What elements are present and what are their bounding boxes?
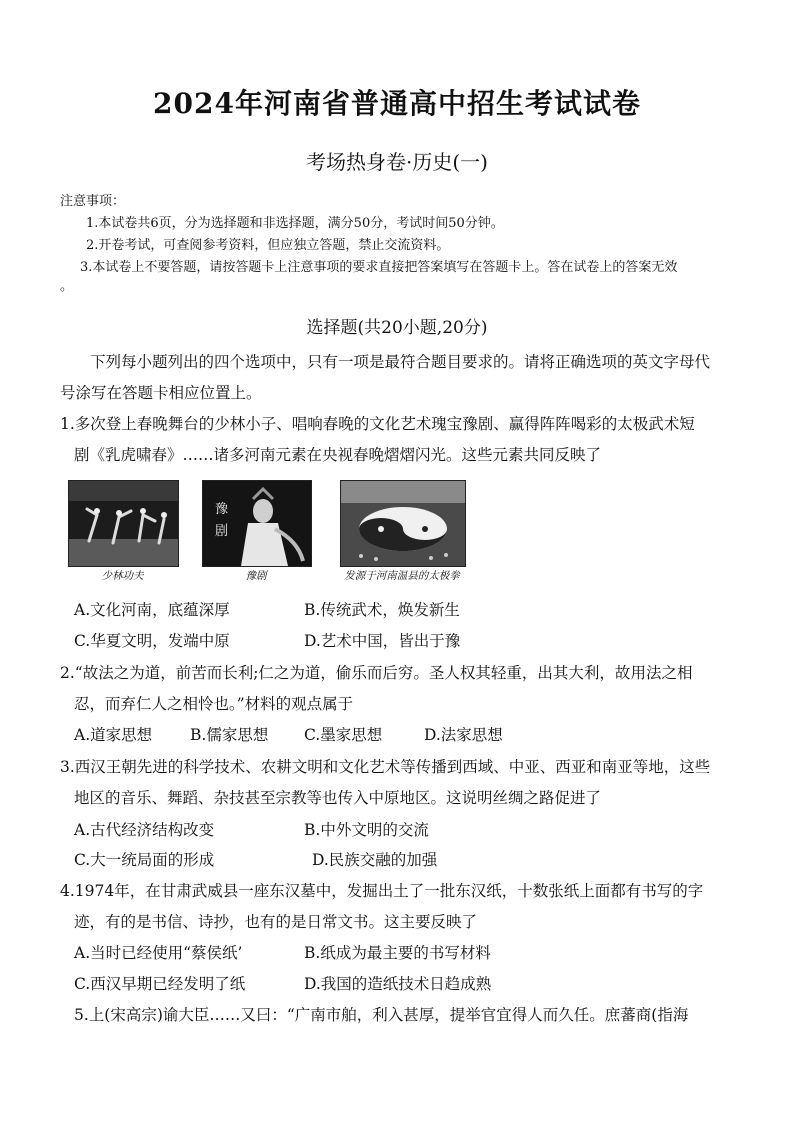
question-2-option-b[interactable]: B.儒家思想 <box>190 726 269 744</box>
question-4-option-d[interactable]: D.我国的造纸技术日趋成熟 <box>304 975 492 993</box>
question-3-option-d[interactable]: D.民族交融的加强 <box>312 851 438 869</box>
question-2-option-a[interactable]: A.道家思想 <box>74 726 153 744</box>
note-item: 。 <box>60 279 74 294</box>
question-1-option-d[interactable]: D.艺术中国，皆出于豫 <box>304 632 461 650</box>
section-instruction: 下列每小题列出的四个选项中，只有一项是最符合题目要求的。请将正确选项的英文字母代 <box>90 353 711 371</box>
note-item: 2.开卷考试，可查阅参考资料，但应独立答题，禁止交流资料。 <box>86 238 450 253</box>
question-1-option-c[interactable]: C.华夏文明，发端中原 <box>74 632 230 650</box>
yu-opera-image <box>202 480 312 567</box>
yu-opera-sign: 豫 剧 <box>215 502 229 539</box>
question-3-option-a[interactable]: A.古代经济结构改变 <box>74 821 215 839</box>
note-item: 1.本试卷共6页，分为选择题和非选择题，满分50分，考试时间50分钟。 <box>86 216 504 231</box>
image-caption: 少林功夫 <box>101 570 144 582</box>
question-3-option-b[interactable]: B.中外文明的交流 <box>304 821 429 839</box>
question-4-stem: 迹，有的是书信、诗抄，也有的是日常文书。这主要反映了 <box>74 913 478 931</box>
question-3-stem: 地区的音乐、舞蹈、杂技甚至宗教等也传入中原地区。这说明丝绸之路促进了 <box>74 789 602 807</box>
question-4-option-c[interactable]: C.西汉早期已经发明了纸 <box>74 975 246 993</box>
question-1-stem: 1.多次登上春晚舞台的少林小子、唱响春晚的文化艺术瑰宝豫剧、赢得阵阵喝彩的太极武术短 <box>60 415 695 433</box>
question-1-stem: 剧《乳虎啸春》……诸多河南元素在央视春晚熠熠闪光。这些元素共同反映了 <box>74 446 602 464</box>
taiji-image <box>340 480 466 567</box>
section-instruction: 号涂写在答题卡相应位置上。 <box>60 384 262 402</box>
question-2-stem: 2.“故法之为道，前苦而长利;仁之为道，偷乐而后穷。圣人权其轻重，出其大利，故用法之相 <box>60 664 693 682</box>
question-1-option-b[interactable]: B.传统武术，焕发新生 <box>304 601 460 619</box>
question-4-option-b[interactable]: B.纸成为最主要的书写材料 <box>304 944 491 962</box>
image-caption: 豫剧 <box>245 570 267 582</box>
question-3-option-c[interactable]: C.大一统局面的形成 <box>74 851 215 869</box>
page-title: 2024年河南省普通高中招生考试试卷 <box>153 87 641 120</box>
question-5-stem: 5.上(宋高宗)谕大臣……又曰：“广南市舶，利入甚厚，提举官宜得人而久任。庶蕃商(指海 <box>74 1006 689 1024</box>
question-2-option-d[interactable]: D.法家思想 <box>424 726 503 744</box>
section-title: 选择题(共20小题,20分) <box>306 318 488 338</box>
notes-heading: 注意事项： <box>60 194 126 209</box>
question-3-stem: 3.西汉王朝先进的科学技术、农耕文明和文化艺术等传播到西域、中亚、西亚和南亚等地，这些 <box>60 758 711 776</box>
note-item: 3.本试卷上不要答题，请按答题卡上注意事项的要求直接把答案填写在答题卡上。答在试卷上的答案无效 <box>80 260 678 275</box>
question-1-option-a[interactable]: A.文化河南，底蕴深厚 <box>74 601 230 619</box>
question-4-option-a[interactable]: A.当时已经使用“蔡侯纸’ <box>74 944 243 962</box>
question-4-stem: 4.1974年，在甘肃武威县一座东汉墓中，发掘出土了一批东汉纸，十数张纸上面都有书写的字 <box>60 882 704 900</box>
question-2-option-c[interactable]: C.墨家思想 <box>304 726 383 744</box>
image-caption: 发源于河南温县的太极拳 <box>344 570 460 582</box>
question-2-stem: 忍，而弃仁人之相怜也。”材料的观点属于 <box>74 695 354 713</box>
shaolin-kungfu-image <box>68 480 179 567</box>
page-subtitle: 考场热身卷·历史(一) <box>306 150 488 174</box>
